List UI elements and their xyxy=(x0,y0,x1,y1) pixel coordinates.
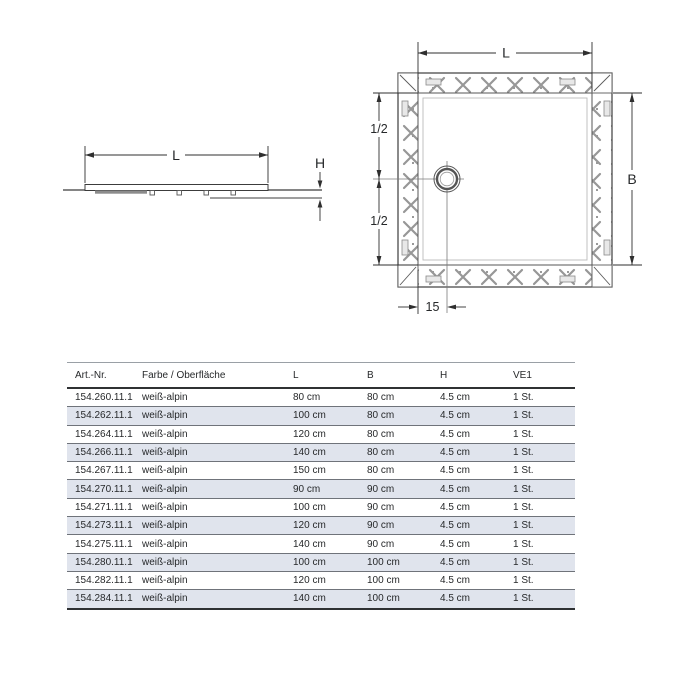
table-cell: 90 cm xyxy=(359,480,432,498)
table-cell: 1 St. xyxy=(505,553,575,571)
table-cell: 4.5 cm xyxy=(432,388,505,407)
table-cell: 80 cm xyxy=(359,388,432,407)
table-cell: weiß-alpin xyxy=(134,425,285,443)
table-cell: 4.5 cm xyxy=(432,571,505,589)
technical-drawing xyxy=(0,0,700,345)
table-cell: 154.273.11.1 xyxy=(67,517,134,535)
table-cell: 1 St. xyxy=(505,407,575,425)
table-cell: 1 St. xyxy=(505,571,575,589)
table-row xyxy=(67,443,575,461)
table-cell: weiß-alpin xyxy=(134,443,285,461)
table-cell: weiß-alpin xyxy=(134,388,285,407)
table-cell: 154.271.11.1 xyxy=(67,498,134,516)
side-length-label: L xyxy=(172,147,180,163)
table-cell: 80 cm xyxy=(359,407,432,425)
table-cell: 150 cm xyxy=(285,462,359,480)
table-cell: 154.280.11.1 xyxy=(67,553,134,571)
table-cell: 4.5 cm xyxy=(432,517,505,535)
tray-feet xyxy=(150,191,236,196)
table-cell: weiß-alpin xyxy=(134,517,285,535)
table-cell: 100 cm xyxy=(367,593,400,605)
table-row xyxy=(67,590,575,609)
table-cell: 90 cm xyxy=(359,535,432,553)
table-cell: 154.264.11.1 xyxy=(67,425,134,443)
table-row xyxy=(67,517,575,535)
table-cell: 120 cm xyxy=(285,571,359,589)
side-height-label: H xyxy=(314,155,326,171)
top-width-label: B xyxy=(627,171,637,187)
table-cell: weiß-alpin xyxy=(134,498,285,516)
table-cell: 1 St. xyxy=(505,517,575,535)
table-cell: 4.5 cm xyxy=(432,407,505,425)
table-cell: 154.270.11.1 xyxy=(67,480,134,498)
table-cell: 100 cm xyxy=(359,571,432,589)
column-header-farbe: Farbe / Oberfläche xyxy=(134,363,285,389)
table-row xyxy=(67,425,575,443)
table-cell: 4.5 cm xyxy=(432,425,505,443)
table-cell: 4.5 cm xyxy=(432,498,505,516)
table-row xyxy=(67,462,575,480)
table-cell: 100 cm xyxy=(359,553,432,571)
table-cell: 90 cm xyxy=(285,480,359,498)
table-cell: 80 cm xyxy=(359,425,432,443)
table-cell: 1 St. xyxy=(505,462,575,480)
table-cell: 1 St. xyxy=(505,443,575,461)
table-row xyxy=(67,480,575,498)
table-cell: 120 cm xyxy=(285,517,359,535)
table-cell: 80 cm xyxy=(359,462,432,480)
column-header-artnr: Art.-Nr. xyxy=(67,363,134,389)
table-cell: 4.5 cm xyxy=(432,535,505,553)
table-cell: 154.262.11.1 xyxy=(67,407,134,425)
table-cell: 140 cm xyxy=(293,593,326,605)
column-header-ve1: VE1 xyxy=(505,363,575,389)
table-cell: weiß-alpin xyxy=(134,571,285,589)
table-cell: 1 St. xyxy=(513,593,534,605)
table-cell: 4.5 cm xyxy=(432,553,505,571)
column-header-b: B xyxy=(359,363,432,389)
table-cell: 4.5 cm xyxy=(432,462,505,480)
table-cell: 80 cm xyxy=(285,388,359,407)
table-cell: 4.5 cm xyxy=(440,593,471,605)
tray-profile xyxy=(85,185,268,191)
table-cell: 154.260.11.1 xyxy=(67,388,134,407)
table-cell: 154.267.11.1 xyxy=(67,462,134,480)
table-cell: 90 cm xyxy=(359,498,432,516)
table-cell: 154.266.11.1 xyxy=(67,443,134,461)
column-header-l: L xyxy=(285,363,359,389)
table-cell: 80 cm xyxy=(359,443,432,461)
half-top-label: 1/2 xyxy=(370,122,388,136)
table-cell: 1 St. xyxy=(505,480,575,498)
drain-body-profile xyxy=(95,191,147,194)
drain-offset-label: 15 xyxy=(425,300,440,314)
half-bottom-label: 1/2 xyxy=(370,214,388,228)
table-cell: 154.284.11.1 xyxy=(75,593,133,605)
table-cell: weiß-alpin xyxy=(134,553,285,571)
table-cell: 1 St. xyxy=(505,498,575,516)
side-view-drawing xyxy=(63,146,325,221)
table-row xyxy=(67,498,575,516)
table-cell: 4.5 cm xyxy=(432,443,505,461)
table-cell: weiß-alpin xyxy=(134,462,285,480)
table-cell: weiß-alpin xyxy=(142,593,188,605)
side-height-dimension xyxy=(318,172,323,221)
table-cell: 1 St. xyxy=(505,425,575,443)
table-cell: 154.275.11.1 xyxy=(67,535,134,553)
table-row xyxy=(67,571,575,589)
table-cell: weiß-alpin xyxy=(134,535,285,553)
table-cell: 120 cm xyxy=(285,425,359,443)
table-row xyxy=(67,535,575,553)
table-row xyxy=(67,388,575,407)
top-view-drawing xyxy=(370,42,642,314)
table-cell: 4.5 cm xyxy=(432,480,505,498)
product-spec-table xyxy=(67,362,575,610)
table-cell: 100 cm xyxy=(285,553,359,571)
table-cell: 100 cm xyxy=(285,498,359,516)
table-row xyxy=(67,407,575,425)
table-cell: 140 cm xyxy=(285,443,359,461)
table-row xyxy=(67,553,575,571)
table-cell: 154.282.11.1 xyxy=(67,571,134,589)
table-cell: weiß-alpin xyxy=(134,407,285,425)
table-cell: 100 cm xyxy=(285,407,359,425)
top-length-label: L xyxy=(502,44,510,61)
table-cell: 90 cm xyxy=(359,517,432,535)
column-header-h: H xyxy=(432,363,505,389)
table-body xyxy=(67,388,575,609)
table-header-row xyxy=(67,363,575,389)
table-cell: weiß-alpin xyxy=(134,480,285,498)
table-cell: 1 St. xyxy=(505,388,575,407)
table-cell: 140 cm xyxy=(285,535,359,553)
table-cell: 1 St. xyxy=(505,535,575,553)
